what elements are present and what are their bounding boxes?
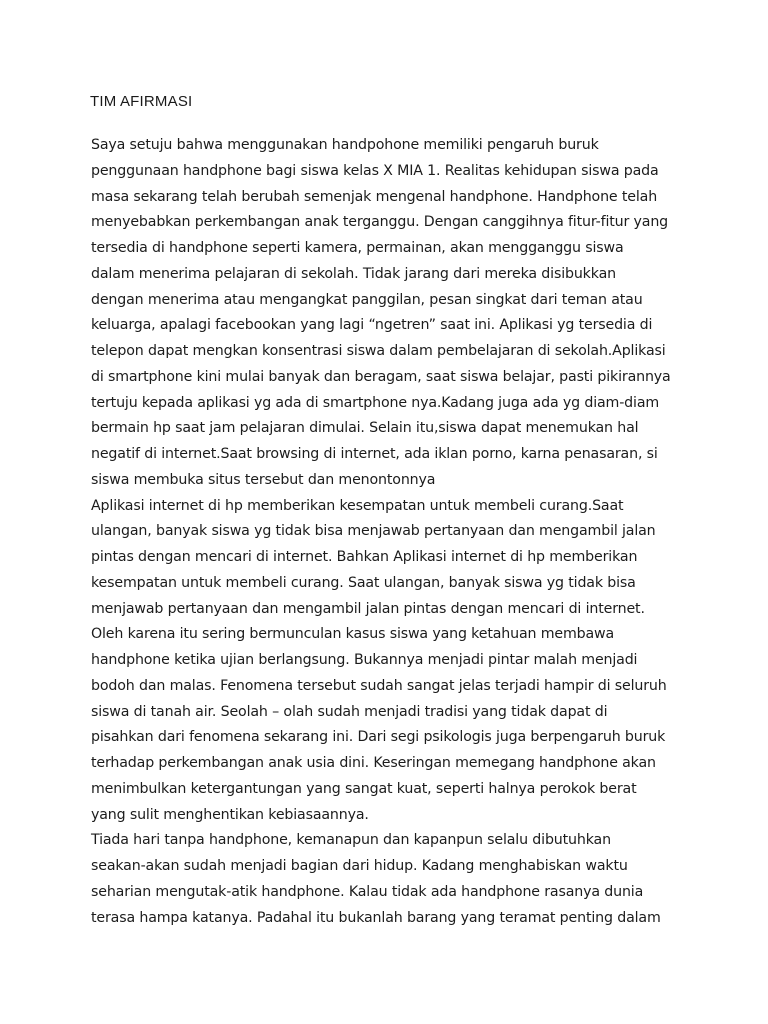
text-line: menimbulkan ketergantungan yang sangat kuat, seperti halnya perokok berat bbox=[91, 780, 637, 797]
text-line: kesempatan untuk membeli curang. Saat ulangan, banyak siswa yg tidak bisa bbox=[91, 574, 636, 591]
document-title: TIM AFIRMASI bbox=[90, 93, 193, 110]
text-line: seharian mengutak-atik handphone. Kalau tidak ada handphone rasanya dunia bbox=[91, 883, 644, 900]
document-body bbox=[91, 133, 731, 931]
text-line: Tiada hari tanpa handphone, kemanapun dan kapanpun selalu dibutuhkan bbox=[91, 832, 611, 849]
text-line: siswa di tanah air. Seolah – olah sudah menjadi tradisi yang tidak dapat di bbox=[91, 703, 608, 720]
text-line: dalam menerima pelajaran di sekolah. Tidak jarang dari mereka disibukkan bbox=[91, 265, 616, 282]
text-line: tertuju kepada aplikasi yg ada di smartphone nya.Kadang juga ada yg diam-diam bbox=[91, 394, 660, 411]
text-line: menyebabkan perkembangan anak terganggu. Dengan canggihnya fitur-fitur yang bbox=[91, 214, 669, 231]
text-line: yang sulit menghentikan kebiasaannya. bbox=[91, 806, 369, 823]
text-line: menjawab pertanyaan dan mengambil jalan pintas dengan mencari di internet. bbox=[91, 600, 645, 617]
text-line: pisahkan dari fenomena sekarang ini. Dari segi psikologis juga berpengaruh buruk bbox=[91, 729, 666, 746]
text-line: penggunaan handphone bagi siswa kelas X MIA 1. Realitas kehidupan siswa pada bbox=[91, 162, 659, 179]
text-line: seakan-akan sudah menjadi bagian dari hidup. Kadang menghabiskan waktu bbox=[91, 858, 628, 874]
text-line: Aplikasi internet di hp memberikan kesempatan untuk membeli curang.Saat bbox=[91, 497, 624, 514]
text-line: terasa hampa katanya. Padahal itu bukanlah barang yang teramat penting dalam bbox=[91, 909, 661, 926]
text-line: di smartphone kini mulai banyak dan beragam, saat siswa belajar, pasti pikirannya bbox=[91, 368, 671, 385]
text-line: pintas dengan mencari di internet. Bahkan Aplikasi internet di hp memberikan bbox=[91, 549, 638, 565]
text-line: telepon dapat mengkan konsentrasi siswa dalam pembelajaran di sekolah.Aplikasi bbox=[91, 343, 666, 359]
text-line: bermain hp saat jam pelajaran dimulai. Selain itu,siswa dapat menemukan hal bbox=[91, 420, 639, 437]
text-line: handphone ketika ujian berlangsung. Bukannya menjadi pintar malah menjadi bbox=[91, 652, 638, 668]
text-line: Oleh karena itu sering bermunculan kasus siswa yang ketahuan membawa bbox=[91, 626, 615, 643]
text-line: ulangan, banyak siswa yg tidak bisa menjawab pertanyaan dan mengambil jalan bbox=[91, 523, 656, 540]
text-line: siswa membuka situs tersebut dan menontonnya bbox=[91, 471, 436, 488]
text-line: tersedia di handphone seperti kamera, permainan, akan mengganggu siswa bbox=[91, 240, 624, 256]
text-line: terhadap perkembangan anak usia dini. Keseringan memegang handphone akan bbox=[91, 755, 656, 771]
text-line: negatif di internet.Saat browsing di internet, ada iklan porno, karna penasaran, si bbox=[91, 446, 658, 462]
text-line: masa sekarang telah berubah semenjak mengenal handphone. Handphone telah bbox=[91, 188, 658, 205]
text-line: dengan menerima atau mengangkat panggilan, pesan singkat dari teman atau bbox=[91, 291, 643, 308]
text-line: Saya setuju bahwa menggunakan handpohone memiliki pengaruh buruk bbox=[91, 137, 599, 153]
text-line: keluarga, apalagi facebookan yang lagi “ngetren” saat ini. Aplikasi yg tersedia di bbox=[91, 317, 653, 334]
text-line: bodoh dan malas. Fenomena tersebut sudah sangat jelas terjadi hampir di seluruh bbox=[91, 677, 667, 694]
